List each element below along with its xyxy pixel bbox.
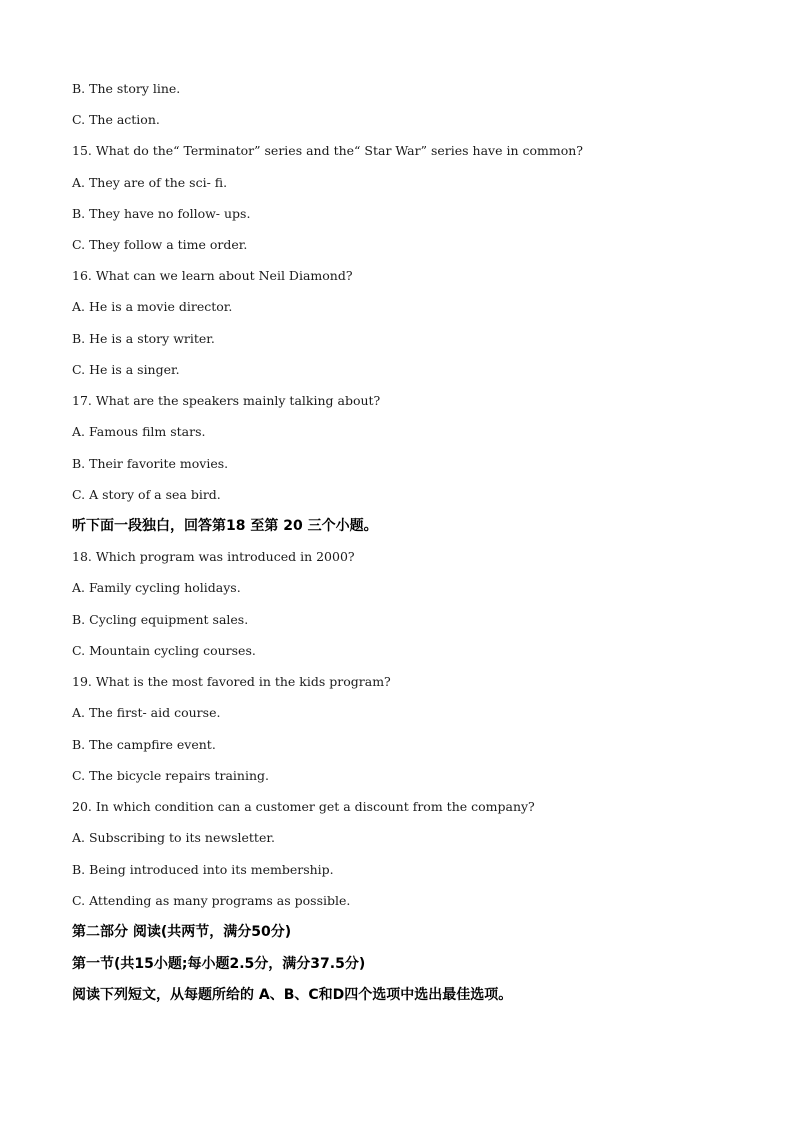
reading-instruction: 阅读下列短文，从每题所给的 A、B、C和D四个选项中选出最佳选项。 [72,987,513,1003]
option-c-q16: C. He is a singer. [72,362,180,377]
option-a-q18: A. Family cycling holidays. [72,580,241,595]
question-18: 18. Which program was introduced in 2000? [72,549,355,564]
option-b-q15: B. They have no follow- ups. [72,206,251,221]
option-b-q17: B. Their favorite movies. [72,456,229,471]
question-17: 17. What are the speakers mainly talking about? [72,393,381,408]
question-19: 19. What is the most favored in the kids program? [72,674,391,689]
option-c-q20: C. Attending as many programs as possible. [72,893,351,908]
option-b-q14: B. The story line. [72,81,181,96]
question-15: 15. What do the“ Terminator” series and the“ Star War” series have in common? [72,143,583,158]
monologue-instruction: 听下面一段独白，回答第18 至第 20 三个小题。 [72,518,378,534]
option-a-q15: A. They are of the sci- fi. [72,175,228,190]
option-b-q20: B. Being introduced into its membership. [72,862,334,877]
option-c-q14: C. The action. [72,112,160,127]
question-20: 20. In which condition can a customer get a discount from the company? [72,799,535,814]
option-c-q19: C. The bicycle repairs training. [72,768,269,783]
option-c-q17: C. A story of a sea bird. [72,487,221,502]
question-16: 16. What can we learn about Neil Diamond? [72,268,353,283]
option-b-q16: B. He is a story writer. [72,331,215,346]
option-c-q18: C. Mountain cycling courses. [72,643,256,658]
option-b-q19: B. The campfire event. [72,737,216,752]
option-a-q16: A. He is a movie director. [72,299,233,314]
section-one-heading: 第一节(共15小题;每小题2.5分，满分37.5分) [72,956,366,972]
part-two-heading: 第二部分 阅读(共两节，满分50分) [72,924,292,940]
option-a-q17: A. Famous film stars. [72,424,206,439]
option-a-q20: A. Subscribing to its newsletter. [72,830,275,845]
option-b-q18: B. Cycling equipment sales. [72,612,249,627]
option-c-q15: C. They follow a time order. [72,237,248,252]
option-a-q19: A. The first- aid course. [72,705,221,720]
